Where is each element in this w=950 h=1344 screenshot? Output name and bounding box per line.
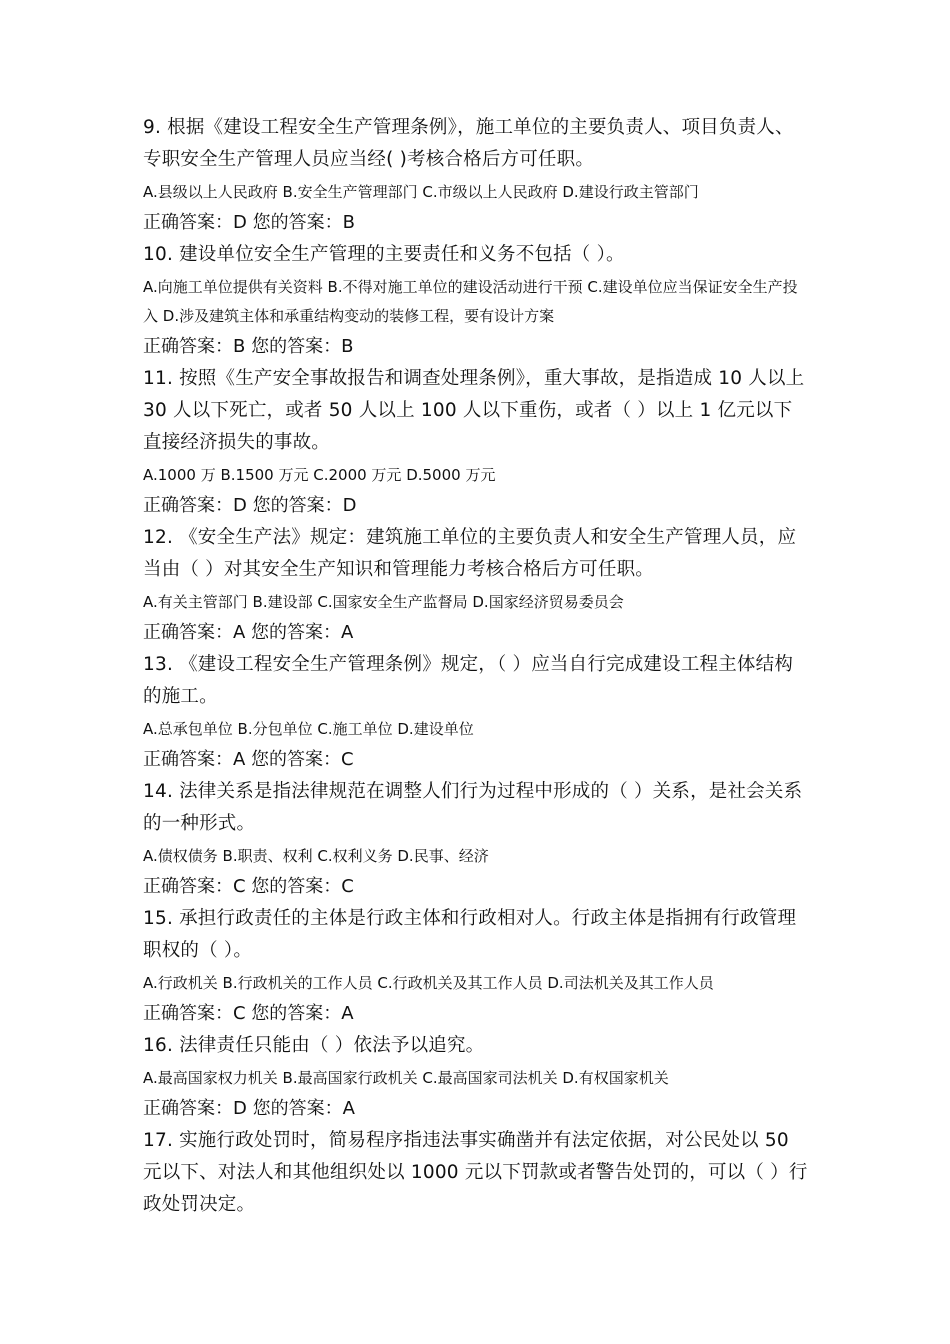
question-item-13 bbox=[143, 649, 810, 776]
document-page bbox=[143, 112, 810, 1221]
question-options: A.1000 万 B.1500 万元 C.2000 万元 D.5000 万元 bbox=[143, 466, 496, 484]
question-options: A.债权债务 B.职责、权利 C.权利义务 D.民事、经济 bbox=[143, 847, 489, 865]
question-item-12 bbox=[143, 522, 810, 649]
answer-line: 正确答案：D 您的答案：A bbox=[143, 1098, 355, 1119]
question-item-10 bbox=[143, 239, 810, 363]
question-item-14 bbox=[143, 776, 810, 903]
question-text: 14. 法律关系是指法律规范在调整人们行为过程中形成的（ ）关系，是社会关系的一种形式。 bbox=[143, 781, 803, 834]
question-text: 17. 实施行政处罚时，简易程序指违法事实确凿并有法定依据，对公民处以 50 元以下、对法人和其他组织处以 1000 元以下罚款或者警告处罚的，可以（ ）行政处罚决定。 bbox=[143, 1130, 808, 1215]
question-item-9 bbox=[143, 112, 810, 239]
question-options: A.总承包单位 B.分包单位 C.施工单位 D.建设单位 bbox=[143, 720, 474, 738]
answer-line: 正确答案：C 您的答案：A bbox=[143, 1003, 354, 1024]
answer-line: 正确答案：A 您的答案：C bbox=[143, 749, 354, 770]
question-item-11 bbox=[143, 363, 810, 522]
question-options: A.向施工单位提供有关资料 B.不得对施工单位的建设活动进行干预 C.建设单位应当保证安全生产投入 D.涉及建筑主体和承重结构变动的装修工程，要有设计方案 bbox=[143, 278, 798, 325]
question-options: A.县级以上人民政府 B.安全生产管理部门 C.市级以上人民政府 D.建设行政主管部门 bbox=[143, 183, 699, 201]
answer-line: 正确答案：C 您的答案：C bbox=[143, 876, 354, 897]
question-text: 13. 《建设工程安全生产管理条例》规定，（ ）应当自行完成建设工程主体结构的施工。 bbox=[143, 654, 794, 707]
answer-line: 正确答案：B 您的答案：B bbox=[143, 336, 354, 357]
question-item-16 bbox=[143, 1030, 810, 1125]
answer-line: 正确答案：D 您的答案：D bbox=[143, 495, 357, 516]
question-options: A.行政机关 B.行政机关的工作人员 C.行政机关及其工作人员 D.司法机关及其工作人员 bbox=[143, 974, 714, 992]
answer-line: 正确答案：D 您的答案：B bbox=[143, 212, 355, 233]
question-options: A.有关主管部门 B.建设部 C.国家安全生产监督局 D.国家经济贸易委员会 bbox=[143, 593, 624, 611]
question-options: A.最高国家权力机关 B.最高国家行政机关 C.最高国家司法机关 D.有权国家机关 bbox=[143, 1069, 669, 1087]
question-text: 15. 承担行政责任的主体是行政主体和行政相对人。行政主体是指拥有行政管理职权的（ ）。 bbox=[143, 908, 797, 961]
question-item-17 bbox=[143, 1125, 810, 1221]
question-text: 11. 按照《生产安全事故报告和调查处理条例》，重大事故，是指造成 10 人以上 30 人以下死亡，或者 50 人以上 100 人以下重伤，或者（ ）以上 1 亿元以下直接经济损失的事故。 bbox=[143, 368, 805, 453]
question-text: 10. 建设单位安全生产管理的主要责任和义务不包括（ ）。 bbox=[143, 244, 625, 265]
question-text: 9. 根据《建设工程安全生产管理条例》，施工单位的主要负责人、项目负责人、专职安全生产管理人员应当经( )考核合格后方可任职。 bbox=[143, 117, 794, 170]
question-text: 16. 法律责任只能由（ ）依法予以追究。 bbox=[143, 1035, 485, 1056]
question-text: 12. 《安全生产法》规定：建筑施工单位的主要负责人和安全生产管理人员，应当由（ ）对其安全生产知识和管理能力考核合格后方可任职。 bbox=[143, 527, 797, 580]
answer-line: 正确答案：A 您的答案：A bbox=[143, 622, 354, 643]
question-item-15 bbox=[143, 903, 810, 1030]
